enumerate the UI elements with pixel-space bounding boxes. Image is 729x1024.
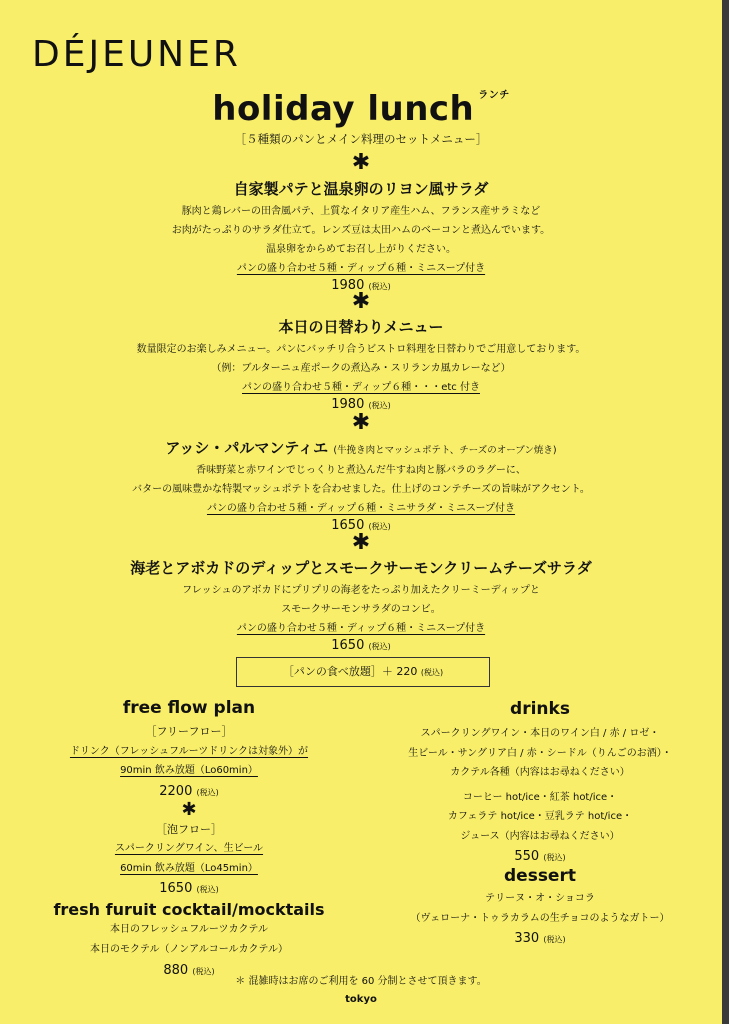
star-divider-icon: ✱: [351, 150, 371, 175]
tax-label: (税込): [543, 935, 566, 944]
brand-logo: DÉJEUNER: [32, 34, 241, 75]
dish-name: [0, 437, 722, 458]
dish-desc: [0, 581, 722, 619]
dish-2: [0, 289, 722, 412]
dish-accompaniment: パンの盛り合わせ５種・ディップ６種・ミニサラダ・ミニスープ付き: [206, 503, 516, 514]
tax-label: (税込): [368, 642, 391, 651]
drinks-list-soft: [385, 788, 695, 847]
price-value: 550: [514, 849, 540, 864]
dish-price: [0, 638, 722, 653]
tax-label: (税込): [196, 787, 219, 797]
dish-accompaniment: パンの盛り合わせ５種・ディップ６種・ミニスープ付き: [236, 263, 486, 274]
tax-label: (税込): [543, 853, 566, 862]
desc-line: 数量限定のお楽しみメニュー。パンにバッチリ合うビストロ料理を日替わりでご用意しております。: [136, 344, 586, 355]
bread-unlimited-box: [236, 657, 490, 687]
plan1-line: 90min 飲み放題（Lo60min）: [120, 765, 258, 776]
star-divider-icon: ✱: [181, 798, 197, 820]
tax-label: (税込): [420, 668, 444, 677]
plan2-price: [60, 881, 318, 896]
dish-desc: [0, 461, 722, 499]
dish-4: [0, 530, 722, 653]
dessert-title: dessert: [504, 866, 576, 886]
dish-name: 海老とアボカドのディップとスモークサーモンクリームチーズサラダ: [130, 559, 592, 577]
price-value: 1980: [331, 397, 365, 412]
drinks-price: [385, 849, 695, 864]
plan2-line: 60min 飲み放題（Lo45min）: [120, 862, 258, 874]
cocktails-section: [44, 900, 334, 978]
price-value: 1980: [331, 278, 365, 293]
free-flow-section: [60, 698, 318, 896]
plan1-title: ［フリーフロー］: [145, 725, 233, 738]
dish-desc: [0, 340, 722, 378]
price-value: 330: [514, 931, 540, 946]
price-value: 880: [163, 963, 189, 978]
tax-label: (税込): [196, 885, 219, 894]
price-value: 1650: [331, 518, 365, 533]
desc-line: （例：ブルターニュ産ポークの煮込み・スリランカ風カレーなど）: [211, 363, 511, 374]
tax-label: (税込): [368, 401, 391, 410]
star-divider-icon: ✱: [351, 530, 371, 555]
menu-title: [0, 86, 722, 129]
bread-unlimited-label: ［パンの食べ放題］＋ 220: [282, 665, 418, 678]
desc-line: バターの風味豊かな特製マッシュポテトを合わせました。仕上げのコンテチーズの旨味がアクセント。: [132, 484, 590, 495]
menu-subtitle: ［５種類のパンとメイン料理のセットメニュー］: [234, 132, 488, 146]
plan2-line: スパークリングワイン、生ビール: [114, 843, 264, 854]
desc-line: フレッシュのアボカドにプリプリの海老をたっぷり加えたクリーミーディップと: [182, 585, 540, 596]
desc-line: スモークサーモンサラダのコンビ。: [281, 604, 441, 615]
menu-title-sub: ランチ: [478, 90, 510, 101]
price-value: 1650: [331, 638, 365, 653]
viewer-scrollbar[interactable]: [722, 0, 729, 1024]
star-divider-icon: ✱: [351, 289, 371, 314]
desc-line: お肉がたっぷりのサラダ仕立て。レンズ豆は太田ハムのベーコンと煮込んでいます。: [171, 225, 551, 236]
dish-accompaniment: パンの盛り合わせ５種・ディップ６種・・・etc 付き: [242, 382, 480, 393]
drinks-line: スパークリングワイン・本日のワイン白 / 赤 / ロゼ・: [420, 728, 660, 739]
tax-label: (税込): [368, 522, 391, 531]
dessert-line: テリーヌ・オ・ショコラ: [485, 893, 595, 904]
dish-name: 本日の日替わりメニュー: [278, 318, 444, 336]
desc-line: 温泉卵をからめてお召し上がりください。: [266, 244, 456, 255]
tax-label: (税込): [192, 967, 215, 976]
cocktails-line: 本日のフレッシュフルーツカクテル: [110, 924, 268, 935]
free-flow-title: free flow plan: [122, 698, 256, 718]
cocktails-line: 本日のモクテル（ノンアルコールカクテル）: [90, 943, 288, 955]
drinks-line: コーヒー hot/ice・紅茶 hot/ice・: [462, 791, 618, 803]
dessert-line: （ヴェローナ・トゥラカラムの生チョコのようなガトー）: [410, 912, 670, 924]
dessert-price: [385, 931, 695, 946]
desc-line: 豚肉と鶏レバーの田舎風パテ、上質なイタリア産生ハム、フランス産サラミなど: [181, 206, 541, 217]
star-divider-icon: ✱: [351, 410, 371, 435]
plan1-line: ドリンク（フレッシュフルーツドリンクは対象外）が: [69, 745, 309, 757]
menu-title-text: holiday lunch: [212, 89, 475, 129]
dish-1: [0, 150, 722, 293]
plan2-title: ［泡フロー］: [156, 822, 222, 836]
drinks-line: ジュース（内容はお尋ねください）: [460, 830, 620, 842]
tax-label: (税込): [368, 282, 391, 291]
dish-3: [0, 410, 722, 533]
price-value: 1650: [159, 881, 193, 896]
drinks-list-alcohol: [385, 724, 695, 783]
drinks-line: カフェラテ hot/ice・豆乳ラテ hot/ice・: [447, 811, 633, 822]
drinks-section: [385, 699, 695, 864]
drinks-line: 生ビール・サングリア白 / 赤・シードル（りんごのお酒）・: [408, 747, 672, 759]
dish-desc: [0, 202, 722, 259]
drinks-line: カクテル各種（内容はお尋ねください）: [450, 767, 630, 778]
dish-name-text: アッシ・パルマンティエ: [165, 439, 329, 457]
dish-name: 自家製パテと温泉卵のリヨン風サラダ: [233, 180, 489, 198]
desc-line: 香味野菜と赤ワインでじっくりと煮込んだ牛すね肉と豚バラのラグーに、: [196, 465, 526, 476]
cocktails-title: fresh furuit cocktail/mocktails: [53, 900, 325, 919]
footer-note: ＊ 混雑時はお席のご利用を 60 分制とさせて頂きます。: [235, 976, 487, 987]
footer-location: tokyo: [345, 994, 377, 1005]
drinks-title: drinks: [510, 699, 570, 719]
dish-note: (牛挽き肉とマッシュポテト、チーズのオーブン焼き): [333, 445, 557, 456]
price-value: 2200: [159, 783, 193, 799]
dish-accompaniment: パンの盛り合わせ５種・ディップ６種・ミニスープ付き: [236, 623, 486, 634]
plan1-price: [60, 784, 318, 799]
dessert-section: [385, 866, 695, 946]
